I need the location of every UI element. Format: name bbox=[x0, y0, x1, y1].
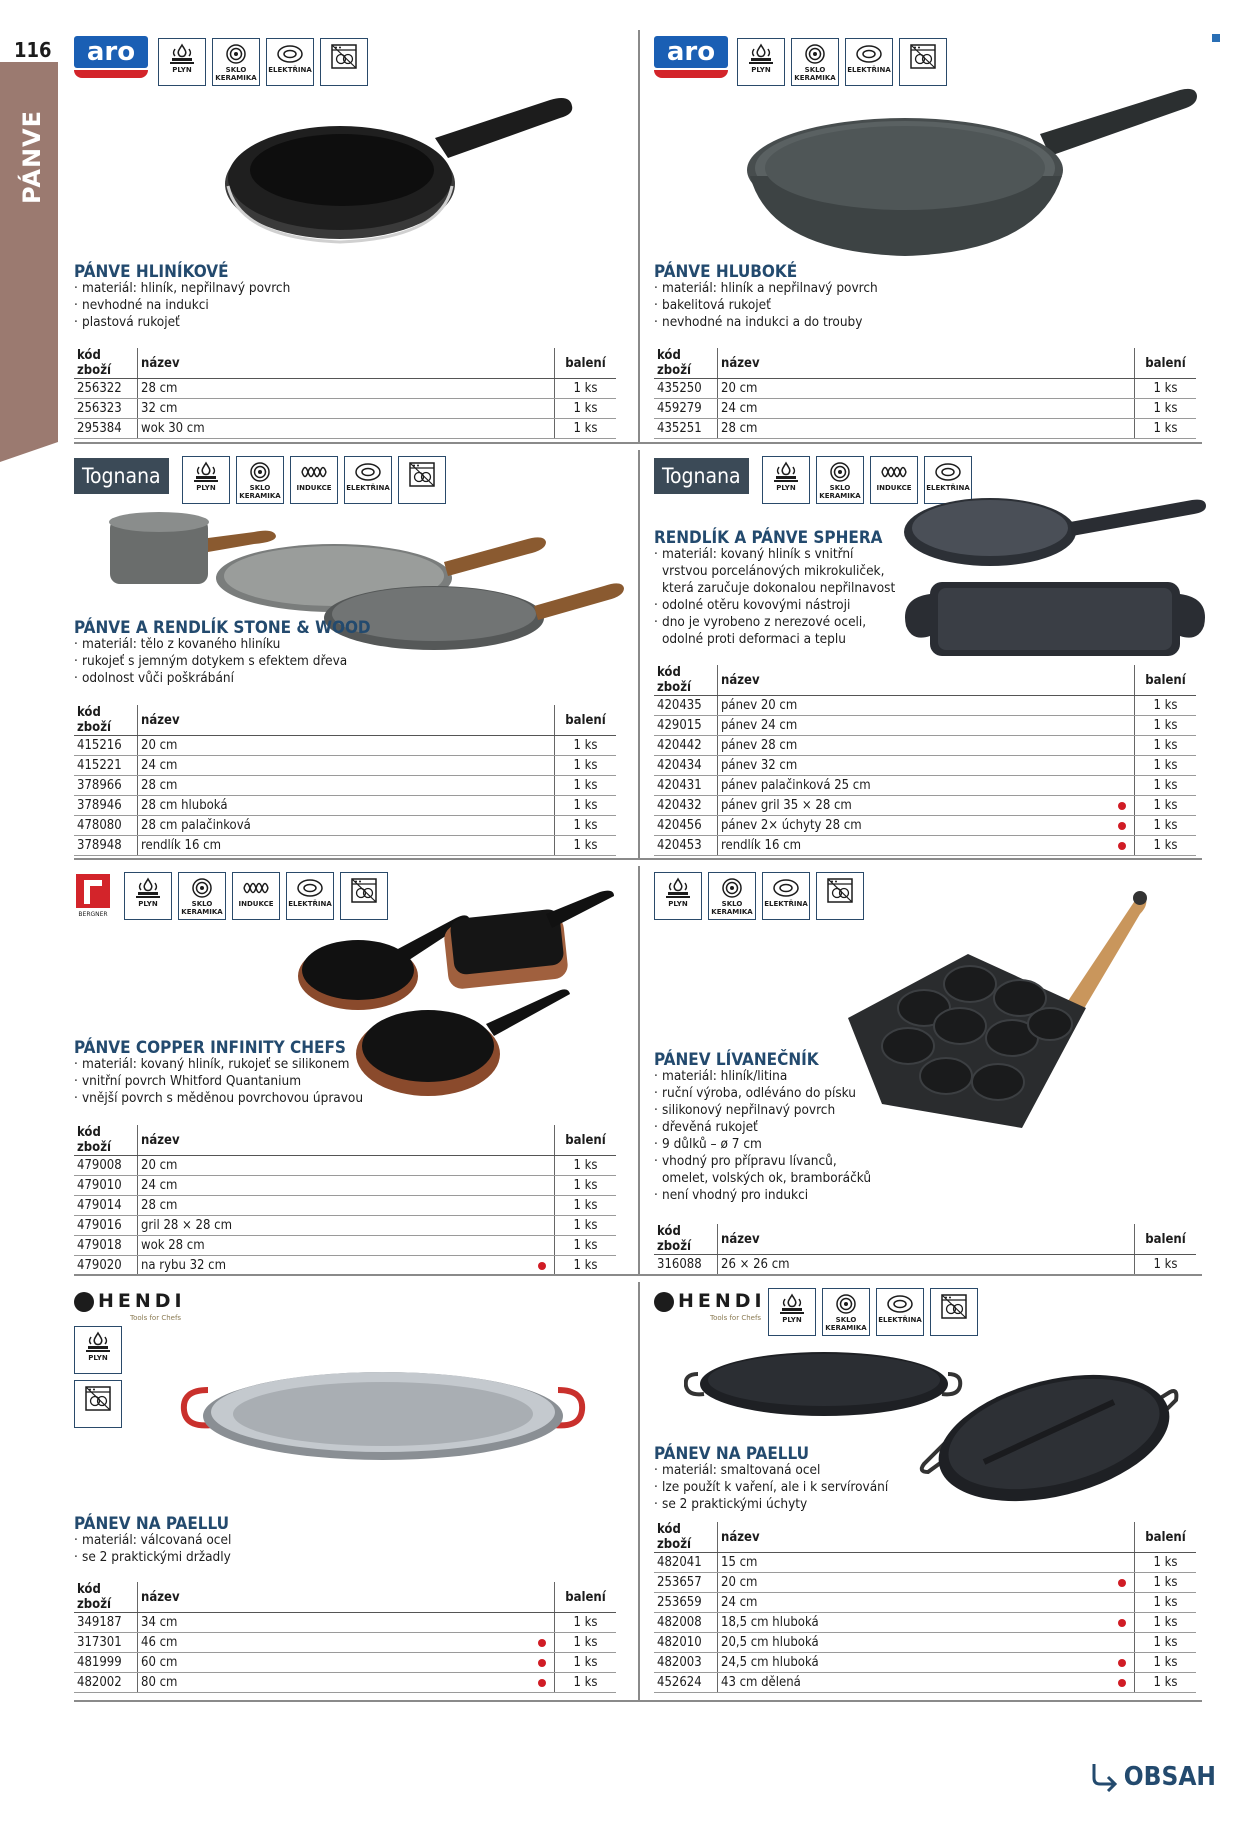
product-code: 482010 bbox=[654, 1633, 718, 1653]
product-code: 256323 bbox=[74, 399, 138, 419]
product-table: kód zboží název balení 479008 20 cm 1 ks 479010 24 cm 1 ks 479014 28 cm 1 ks 479016 gril 28 × 28 cm 1 ks 479018 wok 28 cm 1 ks 479020 na rybu 32 cm 1 ks bbox=[74, 1125, 616, 1276]
new-item-dot-icon bbox=[1118, 802, 1126, 810]
product-pack: 1 ks bbox=[1135, 736, 1197, 756]
gas-icon: PLYN bbox=[158, 38, 206, 86]
product-code: 378946 bbox=[74, 796, 138, 816]
table-row bbox=[74, 1236, 616, 1256]
product-code: 429015 bbox=[654, 716, 718, 736]
product-pack: 1 ks bbox=[1135, 1593, 1197, 1613]
product-code: 435251 bbox=[654, 419, 718, 439]
product-pack: 1 ks bbox=[555, 1673, 617, 1693]
product-code: 420453 bbox=[654, 836, 718, 856]
table-row bbox=[74, 1216, 616, 1236]
product-name: pánev 2× úchyty 28 cm bbox=[718, 816, 1135, 836]
gas-icon: PLYN bbox=[762, 456, 810, 504]
product-pack: 1 ks bbox=[555, 1196, 617, 1216]
product-pack: 1 ks bbox=[555, 379, 617, 399]
product-name: 46 cm bbox=[138, 1633, 555, 1653]
product-name: 28 cm bbox=[138, 1196, 555, 1216]
dishwasher-no-icon bbox=[74, 1380, 122, 1428]
product-pack: 1 ks bbox=[1135, 776, 1197, 796]
product-code: 459279 bbox=[654, 399, 718, 419]
product-name: 28 cm bbox=[138, 379, 555, 399]
product-pack: 1 ks bbox=[1135, 1255, 1197, 1275]
table-row bbox=[654, 1673, 1196, 1693]
section-divider bbox=[74, 442, 1202, 444]
product-pack: 1 ks bbox=[555, 776, 617, 796]
product-name: 18,5 cm hluboká bbox=[718, 1613, 1135, 1633]
product-pack: 1 ks bbox=[555, 1653, 617, 1673]
glass-ceramic-icon: SKLO KERAMIKA bbox=[791, 38, 839, 86]
table-row bbox=[74, 1613, 616, 1633]
product-name: wok 30 cm bbox=[138, 419, 555, 439]
product-name: 24 cm bbox=[138, 756, 555, 776]
table-row bbox=[74, 379, 616, 399]
product-pack: 1 ks bbox=[555, 1236, 617, 1256]
glass-ceramic-icon: SKLO KERAMIKA bbox=[708, 872, 756, 920]
product-title: PÁNVE A RENDLÍK STONE & WOOD bbox=[74, 618, 371, 638]
section-divider bbox=[74, 858, 1202, 860]
electric-icon: ELEKTŘINA bbox=[876, 1288, 924, 1336]
product-name: rendlík 16 cm bbox=[138, 836, 555, 856]
product-name: 43 cm dělená bbox=[718, 1673, 1135, 1693]
product-pack: 1 ks bbox=[1135, 1553, 1197, 1573]
glass-ceramic-icon: SKLO KERAMIKA bbox=[236, 456, 284, 504]
product-code: 378966 bbox=[74, 776, 138, 796]
product-pack: 1 ks bbox=[555, 796, 617, 816]
product-pack: 1 ks bbox=[1135, 716, 1197, 736]
product-pack: 1 ks bbox=[1135, 379, 1197, 399]
column-divider bbox=[638, 30, 640, 442]
glass-ceramic-icon: SKLO KERAMIKA bbox=[178, 872, 226, 920]
product-pack: 1 ks bbox=[555, 1156, 617, 1176]
electric-icon: ELEKTŘINA bbox=[845, 38, 893, 86]
table-row bbox=[654, 1633, 1196, 1653]
table-row bbox=[654, 836, 1196, 856]
product-code: 317301 bbox=[74, 1633, 138, 1653]
product-name: 20 cm bbox=[138, 1156, 555, 1176]
table-row bbox=[74, 756, 616, 776]
dishwasher-icon bbox=[930, 1288, 978, 1336]
product-pack: 1 ks bbox=[555, 1633, 617, 1653]
product-pack: 1 ks bbox=[555, 419, 617, 439]
table-row bbox=[654, 1255, 1196, 1275]
new-item-dot-icon bbox=[1118, 1679, 1126, 1687]
product-table: kód zboží název balení 420435 pánev 20 cm 1 ks 429015 pánev 24 cm 1 ks 420442 pánev 28 cm 1 ks 420434 pánev 32 cm 1 ks 420431 pánev palačinková 25 cm 1 ks 420432 pánev gril 35 × 28 cm 1 ks 420456 pánev 2× úchyty 28 cm 1 ks 420453 rendlík 16 cm 1 ks bbox=[654, 665, 1196, 856]
product-pack: 1 ks bbox=[1135, 836, 1197, 856]
column-divider bbox=[638, 450, 640, 858]
product-code: 420435 bbox=[654, 696, 718, 716]
hendi-logo: HENDI Tools for Chefs bbox=[654, 1290, 766, 1312]
table-row bbox=[654, 796, 1196, 816]
electric-icon: ELEKTŘINA bbox=[286, 872, 334, 920]
induction-icon: INDUKCE bbox=[232, 872, 280, 920]
product-name: 20 cm bbox=[138, 736, 555, 756]
table-row bbox=[654, 419, 1196, 439]
hendi-mark-icon bbox=[74, 1292, 94, 1312]
contents-link[interactable]: OBSAH bbox=[1088, 1762, 1216, 1792]
product-title: PÁNVE HLINÍKOVÉ bbox=[74, 262, 229, 282]
new-item-dot-icon bbox=[1118, 1659, 1126, 1667]
electric-icon: ELEKTŘINA bbox=[344, 456, 392, 504]
svg-text:BERGNER: BERGNER bbox=[78, 911, 108, 918]
section-divider bbox=[74, 1700, 1202, 1702]
product-pack: 1 ks bbox=[555, 399, 617, 419]
product-name: gril 28 × 28 cm bbox=[138, 1216, 555, 1236]
table-row bbox=[74, 1176, 616, 1196]
product-pack: 1 ks bbox=[1135, 1633, 1197, 1653]
table-row bbox=[654, 1573, 1196, 1593]
corner-marker bbox=[1212, 34, 1220, 42]
section-label: PÁNVE bbox=[18, 110, 46, 205]
product-name: 28 cm bbox=[138, 776, 555, 796]
product-pack: 1 ks bbox=[1135, 696, 1197, 716]
cooktop-icons bbox=[768, 1288, 978, 1336]
glass-ceramic-icon: SKLO KERAMIKA bbox=[212, 38, 260, 86]
table-row bbox=[654, 1653, 1196, 1673]
product-features: · materiál: smaltovaná ocel · lze použít k vaření, ale i k servírování · se 2 praktickými úchyty bbox=[654, 1462, 888, 1513]
product-table: kód zboží název balení 482041 15 cm 1 ks 253657 20 cm 1 ks 253659 24 cm 1 ks 482008 18,5 cm hluboká 1 ks 482010 20,5 cm hluboká 1 ks 482003 24,5 cm hluboká 1 ks 452624 43 cm dělená 1 ks bbox=[654, 1522, 1196, 1693]
product-code: 415216 bbox=[74, 736, 138, 756]
table-row bbox=[74, 836, 616, 856]
product-name: 24,5 cm hluboká bbox=[718, 1653, 1135, 1673]
bergner-logo bbox=[74, 872, 112, 918]
product-features: · materiál: kovaný hliník, rukojeť se silikonem · vnitřní povrch Whitford Quantanium · vnější povrch s měděnou povrchovou úpravou bbox=[74, 1056, 363, 1107]
new-item-dot-icon bbox=[1118, 1619, 1126, 1627]
table-row bbox=[654, 1613, 1196, 1633]
glass-ceramic-icon: SKLO KERAMIKA bbox=[822, 1288, 870, 1336]
new-item-dot-icon bbox=[1118, 842, 1126, 850]
product-name: pánev gril 35 × 28 cm bbox=[718, 796, 1135, 816]
product-name: 20 cm bbox=[718, 1573, 1135, 1593]
product-features: · materiál: tělo z kovaného hliníku · rukojeť s jemným dotykem s efektem dřeva · odolnost vůči poškrábání bbox=[74, 636, 347, 687]
deep-pan-image bbox=[740, 84, 1200, 264]
aro-logo: aro bbox=[74, 36, 148, 78]
column-divider bbox=[638, 1282, 640, 1700]
table-row bbox=[74, 1196, 616, 1216]
product-code: 479010 bbox=[74, 1176, 138, 1196]
electric-icon: ELEKTŘINA bbox=[762, 872, 810, 920]
product-title: PÁNVE COPPER INFINITY CHEFS bbox=[74, 1038, 346, 1058]
hendi-mark-icon bbox=[654, 1292, 674, 1312]
dishwasher-no-icon bbox=[398, 456, 446, 504]
product-code: 479016 bbox=[74, 1216, 138, 1236]
section-divider bbox=[74, 1274, 1202, 1276]
column-divider bbox=[638, 866, 640, 1274]
table-row bbox=[74, 399, 616, 419]
product-table: kód zboží název balení 415216 20 cm 1 ks 415221 24 cm 1 ks 378966 28 cm 1 ks 378946 28 cm hluboká 1 ks 478080 28 cm palačinková 1 ks 378948 rendlík 16 cm 1 ks bbox=[74, 705, 616, 856]
product-name: 28 cm hluboká bbox=[138, 796, 555, 816]
glass-ceramic-icon: SKLO KERAMIKA bbox=[816, 456, 864, 504]
table-row bbox=[74, 1256, 616, 1276]
product-code: 415221 bbox=[74, 756, 138, 776]
product-code: 479008 bbox=[74, 1156, 138, 1176]
product-pack: 1 ks bbox=[1135, 796, 1197, 816]
table-row bbox=[74, 816, 616, 836]
gas-icon: PLYN bbox=[737, 38, 785, 86]
product-features: · materiál: kovaný hliník s vnitřní vrstvou porcelánových mikrokuliček, která zaručuje dokonalou nepřilnavost · odolné otěru kovovými nástroji · dno je vyrobeno z nerezové oceli, odolné proti deformaci a teplu bbox=[654, 546, 895, 648]
product-name: 26 × 26 cm bbox=[718, 1255, 1135, 1275]
product-name: 60 cm bbox=[138, 1653, 555, 1673]
product-pack: 1 ks bbox=[555, 756, 617, 776]
product-name: pánev palačinková 25 cm bbox=[718, 776, 1135, 796]
product-name: 32 cm bbox=[138, 399, 555, 419]
product-code: 420431 bbox=[654, 776, 718, 796]
product-name: 80 cm bbox=[138, 1673, 555, 1693]
product-name: rendlík 16 cm bbox=[718, 836, 1135, 856]
product-table: kód zboží název balení 316088 26 × 26 cm 1 ks bbox=[654, 1224, 1196, 1275]
product-features: · materiál: válcovaná ocel · se 2 praktickými držadly bbox=[74, 1532, 231, 1566]
cooktop-icons bbox=[737, 38, 947, 86]
table-row bbox=[654, 399, 1196, 419]
product-code: 420432 bbox=[654, 796, 718, 816]
product-title: RENDLÍK A PÁNVE SPHERA bbox=[654, 528, 883, 548]
table-row bbox=[654, 379, 1196, 399]
product-title: PÁNEV NA PAELLU bbox=[74, 1514, 230, 1534]
frying-pan-image bbox=[220, 86, 580, 256]
page-number: 116 bbox=[14, 38, 52, 62]
sphera-set-image bbox=[900, 486, 1210, 666]
product-name: 28 cm bbox=[718, 419, 1135, 439]
table-row bbox=[654, 1553, 1196, 1573]
table-row bbox=[654, 1593, 1196, 1613]
cooktop-icons bbox=[182, 456, 446, 504]
product-code: 295384 bbox=[74, 419, 138, 439]
product-features: · materiál: hliník, nepřilnavý povrch · nevhodné na indukci · plastová rukojeť bbox=[74, 280, 290, 331]
product-pack: 1 ks bbox=[1135, 1613, 1197, 1633]
product-code: 378948 bbox=[74, 836, 138, 856]
steel-paella-pan-image bbox=[178, 1360, 588, 1470]
product-code: 482003 bbox=[654, 1653, 718, 1673]
new-item-dot-icon bbox=[1118, 822, 1126, 830]
product-code: 420442 bbox=[654, 736, 718, 756]
dishwasher-no-icon bbox=[320, 38, 368, 86]
product-pack: 1 ks bbox=[555, 1256, 617, 1276]
electric-icon: ELEKTŘINA bbox=[266, 38, 314, 86]
product-code: 420456 bbox=[654, 816, 718, 836]
table-row bbox=[654, 696, 1196, 716]
tognana-logo: Tognana bbox=[74, 458, 169, 494]
product-code: 256322 bbox=[74, 379, 138, 399]
product-pack: 1 ks bbox=[555, 736, 617, 756]
product-code: 479020 bbox=[74, 1256, 138, 1276]
gas-icon: PLYN bbox=[654, 872, 702, 920]
product-code: 482041 bbox=[654, 1553, 718, 1573]
table-row bbox=[654, 756, 1196, 776]
gas-icon: PLYN bbox=[182, 456, 230, 504]
product-pack: 1 ks bbox=[555, 816, 617, 836]
aro-logo: aro bbox=[654, 36, 728, 78]
product-name: 24 cm bbox=[718, 1593, 1135, 1613]
product-table: kód zboží název balení 349187 34 cm 1 ks 317301 46 cm 1 ks 481999 60 cm 1 ks 482002 80 cm 1 ks bbox=[74, 1582, 616, 1693]
product-name: 24 cm bbox=[138, 1176, 555, 1196]
product-code: 253657 bbox=[654, 1573, 718, 1593]
product-features: · materiál: hliník/litina · ruční výroba, odléváno do písku · silikonový nepřilnavý povrch · dřevěná rukojeť · 9 důlků – ø 7 cm · vhodný pro přípravu lívanců, omelet, volských ok, bramboráčků · není vhodný pro indukci bbox=[654, 1068, 871, 1204]
product-code: 420434 bbox=[654, 756, 718, 776]
product-pack: 1 ks bbox=[1135, 399, 1197, 419]
table-row bbox=[654, 716, 1196, 736]
product-pack: 1 ks bbox=[555, 836, 617, 856]
product-code: 479014 bbox=[74, 1196, 138, 1216]
gas-icon: PLYN bbox=[74, 1326, 122, 1374]
product-code: 482002 bbox=[74, 1673, 138, 1693]
table-row bbox=[74, 1156, 616, 1176]
product-code: 349187 bbox=[74, 1613, 138, 1633]
product-pack: 1 ks bbox=[1135, 756, 1197, 776]
product-title: PÁNEV NA PAELLU bbox=[654, 1444, 810, 1464]
table-row bbox=[654, 736, 1196, 756]
product-title: PÁNVE HLUBOKÉ bbox=[654, 262, 798, 282]
table-row bbox=[654, 776, 1196, 796]
product-name: wok 28 cm bbox=[138, 1236, 555, 1256]
product-code: 316088 bbox=[654, 1255, 718, 1275]
new-item-dot-icon bbox=[538, 1639, 546, 1647]
cooktop-icons bbox=[654, 872, 864, 920]
product-pack: 1 ks bbox=[1135, 1673, 1197, 1693]
product-code: 482008 bbox=[654, 1613, 718, 1633]
product-name: pánev 32 cm bbox=[718, 756, 1135, 776]
gas-icon: PLYN bbox=[124, 872, 172, 920]
product-features: · materiál: hliník a nepřilnavý povrch · bakelitová rukojeť · nevhodné na indukci a do trouby bbox=[654, 280, 878, 331]
product-pack: 1 ks bbox=[1135, 1653, 1197, 1673]
new-item-dot-icon bbox=[538, 1679, 546, 1687]
table-row bbox=[74, 796, 616, 816]
new-item-dot-icon bbox=[538, 1262, 546, 1270]
product-pack: 1 ks bbox=[1135, 1573, 1197, 1593]
tognana-logo: Tognana bbox=[654, 458, 749, 494]
product-name: 20,5 cm hluboká bbox=[718, 1633, 1135, 1653]
product-code: 435250 bbox=[654, 379, 718, 399]
gas-icon: PLYN bbox=[768, 1288, 816, 1336]
product-name: 20 cm bbox=[718, 379, 1135, 399]
product-code: 478080 bbox=[74, 816, 138, 836]
product-pack: 1 ks bbox=[1135, 816, 1197, 836]
product-table: kód zboží název balení 435250 20 cm 1 ks 459279 24 cm 1 ks 435251 28 cm 1 ks bbox=[654, 348, 1196, 439]
table-row bbox=[74, 1633, 616, 1653]
product-name: 24 cm bbox=[718, 399, 1135, 419]
product-title: PÁNEV LÍVANEČNÍK bbox=[654, 1050, 819, 1070]
dishwasher-no-icon bbox=[899, 38, 947, 86]
product-code: 253659 bbox=[654, 1593, 718, 1613]
product-code: 481999 bbox=[74, 1653, 138, 1673]
product-pack: 1 ks bbox=[555, 1176, 617, 1196]
arrow-return-icon bbox=[1088, 1762, 1118, 1792]
table-row bbox=[74, 776, 616, 796]
product-name: na rybu 32 cm bbox=[138, 1256, 555, 1276]
table-row bbox=[74, 419, 616, 439]
new-item-dot-icon bbox=[538, 1659, 546, 1667]
product-name: pánev 28 cm bbox=[718, 736, 1135, 756]
table-row bbox=[74, 1653, 616, 1673]
cooktop-icons bbox=[158, 38, 368, 86]
product-name: 34 cm bbox=[138, 1613, 555, 1633]
pancake-pan-image bbox=[842, 884, 1148, 1150]
product-code: 452624 bbox=[654, 1673, 718, 1693]
product-pack: 1 ks bbox=[1135, 419, 1197, 439]
hendi-logo: HENDI Tools for Chefs bbox=[74, 1290, 186, 1312]
product-pack: 1 ks bbox=[555, 1613, 617, 1633]
product-name: 28 cm palačinková bbox=[138, 816, 555, 836]
table-row bbox=[654, 816, 1196, 836]
electric-icon: ELEKTŘINA bbox=[924, 456, 972, 504]
product-code: 479018 bbox=[74, 1236, 138, 1256]
product-name: 15 cm bbox=[718, 1553, 1135, 1573]
product-table: kód zboží název balení 256322 28 cm 1 ks 256323 32 cm 1 ks 295384 wok 30 cm 1 ks bbox=[74, 348, 616, 439]
table-row bbox=[74, 1673, 616, 1693]
induction-icon: INDUKCE bbox=[290, 456, 338, 504]
induction-icon: INDUKCE bbox=[870, 456, 918, 504]
product-name: pánev 24 cm bbox=[718, 716, 1135, 736]
new-item-dot-icon bbox=[1118, 1579, 1126, 1587]
product-name: pánev 20 cm bbox=[718, 696, 1135, 716]
table-row bbox=[74, 736, 616, 756]
product-pack: 1 ks bbox=[555, 1216, 617, 1236]
